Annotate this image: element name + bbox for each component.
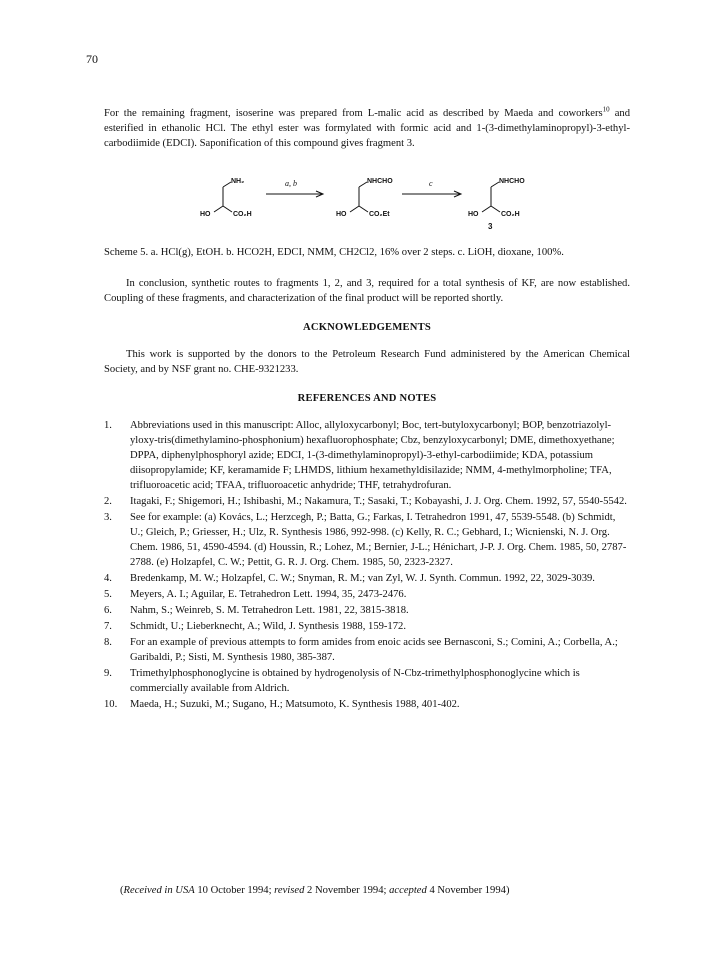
- references-heading: REFERENCES AND NOTES: [297, 393, 437, 404]
- reference-text: For an example of previous attempts to form amides from enoic acids see Bernasconi, S.; Comini, A.; Corbella, A.; Garibaldi, P.; Sisti, M. Synthesis 1980, 385-387.: [130, 637, 618, 663]
- compound-3: [482, 182, 500, 212]
- conclusion-paragraph: In conclusion, synthetic routes to fragments 1, 2, and 3, required for a total synthesis of KF, are now established. Coupling of these fragments, and characterization of the final product will be reported shortly.: [104, 278, 630, 304]
- reference-item: [104, 510, 630, 570]
- arrow-1: [266, 191, 323, 197]
- received-date: 10 October 1994: [197, 885, 269, 896]
- reference-number: 8.: [104, 637, 112, 648]
- scheme-caption: Scheme 5. a. HCl(g), EtOH. b. HCO2H, EDCI, NMM, CH2Cl2, 16% over 2 steps. c. LiOH, dioxane, 100%.: [104, 247, 564, 258]
- compound-1-hydroxyl: HO: [200, 211, 211, 218]
- reference-item: [104, 603, 630, 618]
- reference-text: See for example: (a) Kovács, L.; Herzcegh, P.; Batta, G.; Farkas, I. Tetrahedron 1991, 47, 5539-5548. (b) Schmidt, U.; Gleich, P.; Griesser, H.; Ulz, R. Synthesis 1986, 992-998. (c) Kelly, R. C.; Gebhard, I.; Wicnienski, N. J. Org. Chem. 1986, 51, 4590-4594. (d) Houssin, R.; Lohez, M.; Bernier, J-L.; Hénichart, J-P. J. Org. Chem. 1985, 50, 2787-2788. (e) Holzapfel, C. W.; Pettit, G. R. J. Org. Chem. 1985, 50, 2323-2327.: [130, 512, 627, 568]
- intro-text-1: For the remaining fragment, isoserine was prepared from L-malic acid as described by Maeda and coworkers: [104, 108, 603, 119]
- compound-1: [214, 182, 232, 212]
- article-body: [104, 106, 630, 713]
- reference-number: 9.: [104, 668, 112, 679]
- reference-text: Schmidt, U.; Lieberknecht, A.; Wild, J. Synthesis 1988, 159-172.: [130, 621, 406, 632]
- reference-text: Trimethylphosphonoglycine is obtained by hydrogenolysis of N-Cbz-trimethylphosphonoglycine which is commercially available from Aldrich.: [130, 668, 580, 694]
- intro-paragraph: [104, 106, 630, 151]
- reference-item: [104, 666, 630, 696]
- reference-number: 2.: [104, 496, 112, 507]
- compound-2: [350, 182, 368, 212]
- reference-text: Abbreviations used in this manuscript: Alloc, allyloxycarbonyl; Boc, tert-butyloxycarbonyl; BOP, benzotriazolyl-yloxy-tris(dimethylamino-phosphonium) hexafluorophosphate; Cbz, benzyloxycarbonyl; DME, dimethoxyethane; DPPA, diphenylphosphoryl azide; EDCI, 1-(3-dimethylaminopropyl)-3-ethyl-carbodiimide; KDA, potassium diisopropylamide; KF, keramamide F; LHMDS, lithium hexamethyldisilazide; NMM, 4-methylmorpholine; TFA, trifluoroacetic acid; TFAA, trifluoroacetic anhydride; THF, tetrahydrofuran.: [130, 420, 615, 491]
- reference-number: 4.: [104, 573, 112, 584]
- reference-number: 1.: [104, 420, 112, 431]
- reference-item: [104, 635, 630, 665]
- compound-2-hydroxyl: HO: [336, 211, 347, 218]
- reference-item: [104, 697, 630, 712]
- reference-number: 7.: [104, 621, 112, 632]
- acknowledgements-heading: ACKNOWLEDGEMENTS: [303, 322, 431, 333]
- reference-item: [104, 571, 630, 586]
- received-dates: (Received in USA 10 October 1994; revised 2 November 1994; accepted 4 November 1994): [120, 885, 510, 896]
- arrow-1-label: a, b: [285, 179, 297, 188]
- reference-item: [104, 418, 630, 493]
- page-number: 70: [86, 52, 98, 66]
- reference-text: Itagaki, F.; Shigemori, H.; Ishibashi, M.; Nakamura, T.; Sasaki, T.; Kobayashi, J. J. Org. Chem. 1992, 57, 5540-5542.: [130, 496, 627, 507]
- arrow-2-label: c: [429, 179, 433, 188]
- intro-text-2: and esterified in ethanolic HCl. The ethyl ester was formylated with formic acid and 1-(3-dimethylaminopropyl)-3-ethyl-carbodiimide (EDCI). Saponification of this compound gives fragment 3.: [104, 108, 630, 149]
- reference-number: 3.: [104, 512, 112, 523]
- reaction-scheme-svg: [104, 157, 630, 233]
- received-label: Received in USA: [123, 885, 195, 896]
- accepted-date: 4 November 1994: [429, 885, 506, 896]
- compound-3-acid: CO₂H: [501, 211, 520, 218]
- revised-date: 2 November 1994: [307, 885, 384, 896]
- acknowledgements-text: This work is supported by the donors to the Petroleum Research Fund administered by the American Chemical Society, and by NSF grant no. CHE-9321233.: [104, 349, 630, 375]
- reference-number: 5.: [104, 589, 112, 600]
- arrow-2: [402, 191, 461, 197]
- compound-1-acid: CO₂H: [233, 211, 252, 218]
- reference-number: 6.: [104, 605, 112, 616]
- reference-text: Bredenkamp, M. W.; Holzapfel, C. W.; Snyman, R. M.; van Zyl, W. J. Synth. Commun. 1992, 22, 3029-3039.: [130, 573, 595, 584]
- intro-ref: 10: [602, 105, 610, 114]
- accepted-label: accepted: [389, 885, 427, 896]
- compound-3-hydroxyl: HO: [468, 211, 479, 218]
- compound-2-formamide: NHCHO: [367, 178, 393, 185]
- compound-2-ester: CO₂Et: [369, 211, 390, 218]
- references-list: [104, 418, 630, 712]
- reference-item: [104, 619, 630, 634]
- reference-text: Maeda, H.; Suzuki, M.; Sugano, H.; Matsumoto, K. Synthesis 1988, 401-402.: [130, 699, 460, 710]
- revised-label: revised: [274, 885, 305, 896]
- reference-text: Nahm, S.; Weinreb, S. M. Tetrahedron Lett. 1981, 22, 3815-3818.: [130, 605, 409, 616]
- compound-1-amine: NH₂: [231, 178, 245, 185]
- reference-text: Meyers, A. I.; Aguilar, E. Tetrahedron Lett. 1994, 35, 2473-2476.: [130, 589, 407, 600]
- compound-3-formamide: NHCHO: [499, 178, 525, 185]
- reference-item: [104, 587, 630, 602]
- reference-item: [104, 494, 630, 509]
- reaction-scheme: [104, 157, 630, 233]
- compound-3-number: 3: [488, 222, 493, 231]
- reference-number: 10.: [104, 699, 118, 710]
